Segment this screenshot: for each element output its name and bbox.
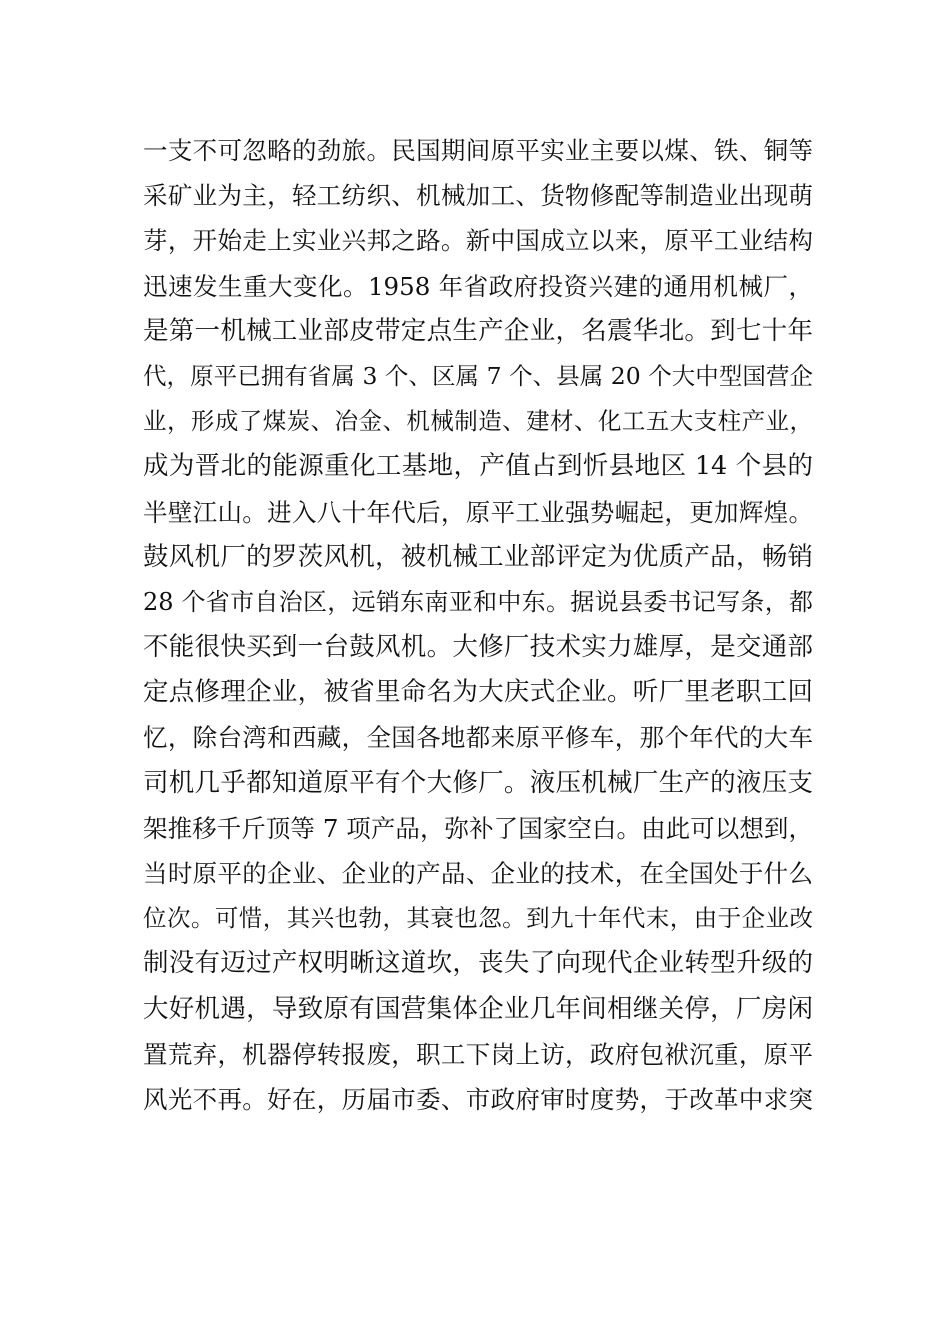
text-line-15: 司机几乎都知道原平有个大修厂。液压机械厂生产的液压支 xyxy=(143,767,813,798)
body-paragraph xyxy=(143,128,813,1122)
text-line-20: 大好机遇，导致原有国营集体企业几年间相继关停，厂房闲 xyxy=(143,993,813,1024)
text-line-21: 置荒弃，机器停转报废，职工下岗上访，政府包袱沉重，原平 xyxy=(143,1039,813,1069)
text-line-4: 迅速发生重大变化。1958 年省政府投资兴建的通用机械厂， xyxy=(143,271,813,301)
text-line-18: 位次。可惜，其兴也勃，其衰也忽。到九十年代末，由于企业改 xyxy=(143,904,813,933)
text-line-8: 成为晋北的能源重化工基地，产值占到忻县地区 14 个县的 xyxy=(143,451,813,482)
text-line-16: 架推移千斤顶等 7 项产品，弥补了国家空白。由此可以想到， xyxy=(143,813,813,843)
text-line-12: 不能很快买到一台鼓风机。大修厂技术实力雄厚，是交通部 xyxy=(143,632,813,663)
text-line-10: 鼓风机厂的罗茨风机，被机械工业部评定为优质产品，畅销 xyxy=(143,541,813,572)
text-line-13: 定点修理企业，被省里命名为大庆式企业。听厂里老职工回 xyxy=(143,677,813,708)
text-line-3: 芽，开始走上实业兴邦之路。新中国成立以来，原平工业结构 xyxy=(143,226,813,256)
text-line-14: 忆，除台湾和西藏，全国各地都来原平修车，那个年代的大车 xyxy=(143,723,813,753)
text-line-2: 采矿业为主，轻工纺织、机械加工、货物修配等制造业出现萌 xyxy=(143,181,813,211)
text-line-19: 制没有迈过产权明晰这道坎，丧失了向现代企业转型升级的 xyxy=(143,948,813,979)
text-line-17: 当时原平的企业、企业的产品、企业的技术，在全国处于什么 xyxy=(143,859,813,888)
text-line-6: 代，原平已拥有省属 3 个、区属 7 个、县属 20 个大中型国营企 xyxy=(143,361,813,390)
text-line-1: 一支不可忽略的劲旅。民国期间原平实业主要以煤、铁、铜等 xyxy=(143,136,813,165)
text-line-11: 28 个省市自治区，远销东南亚和中东。据说县委书记写条，都 xyxy=(143,587,813,616)
text-line-22: 风光不再。好在，历届市委、市政府审时度势，于改革中求突 xyxy=(143,1084,813,1114)
text-line-5: 是第一机械工业部皮带定点生产企业，名震华北。到七十年 xyxy=(143,315,813,346)
text-line-9: 半壁江山。进入八十年代后，原平工业强势崛起，更加辉煌。 xyxy=(143,497,813,527)
text-line-7: 业，形成了煤炭、冶金、机械制造、建材、化工五大支柱产业， xyxy=(143,407,813,436)
